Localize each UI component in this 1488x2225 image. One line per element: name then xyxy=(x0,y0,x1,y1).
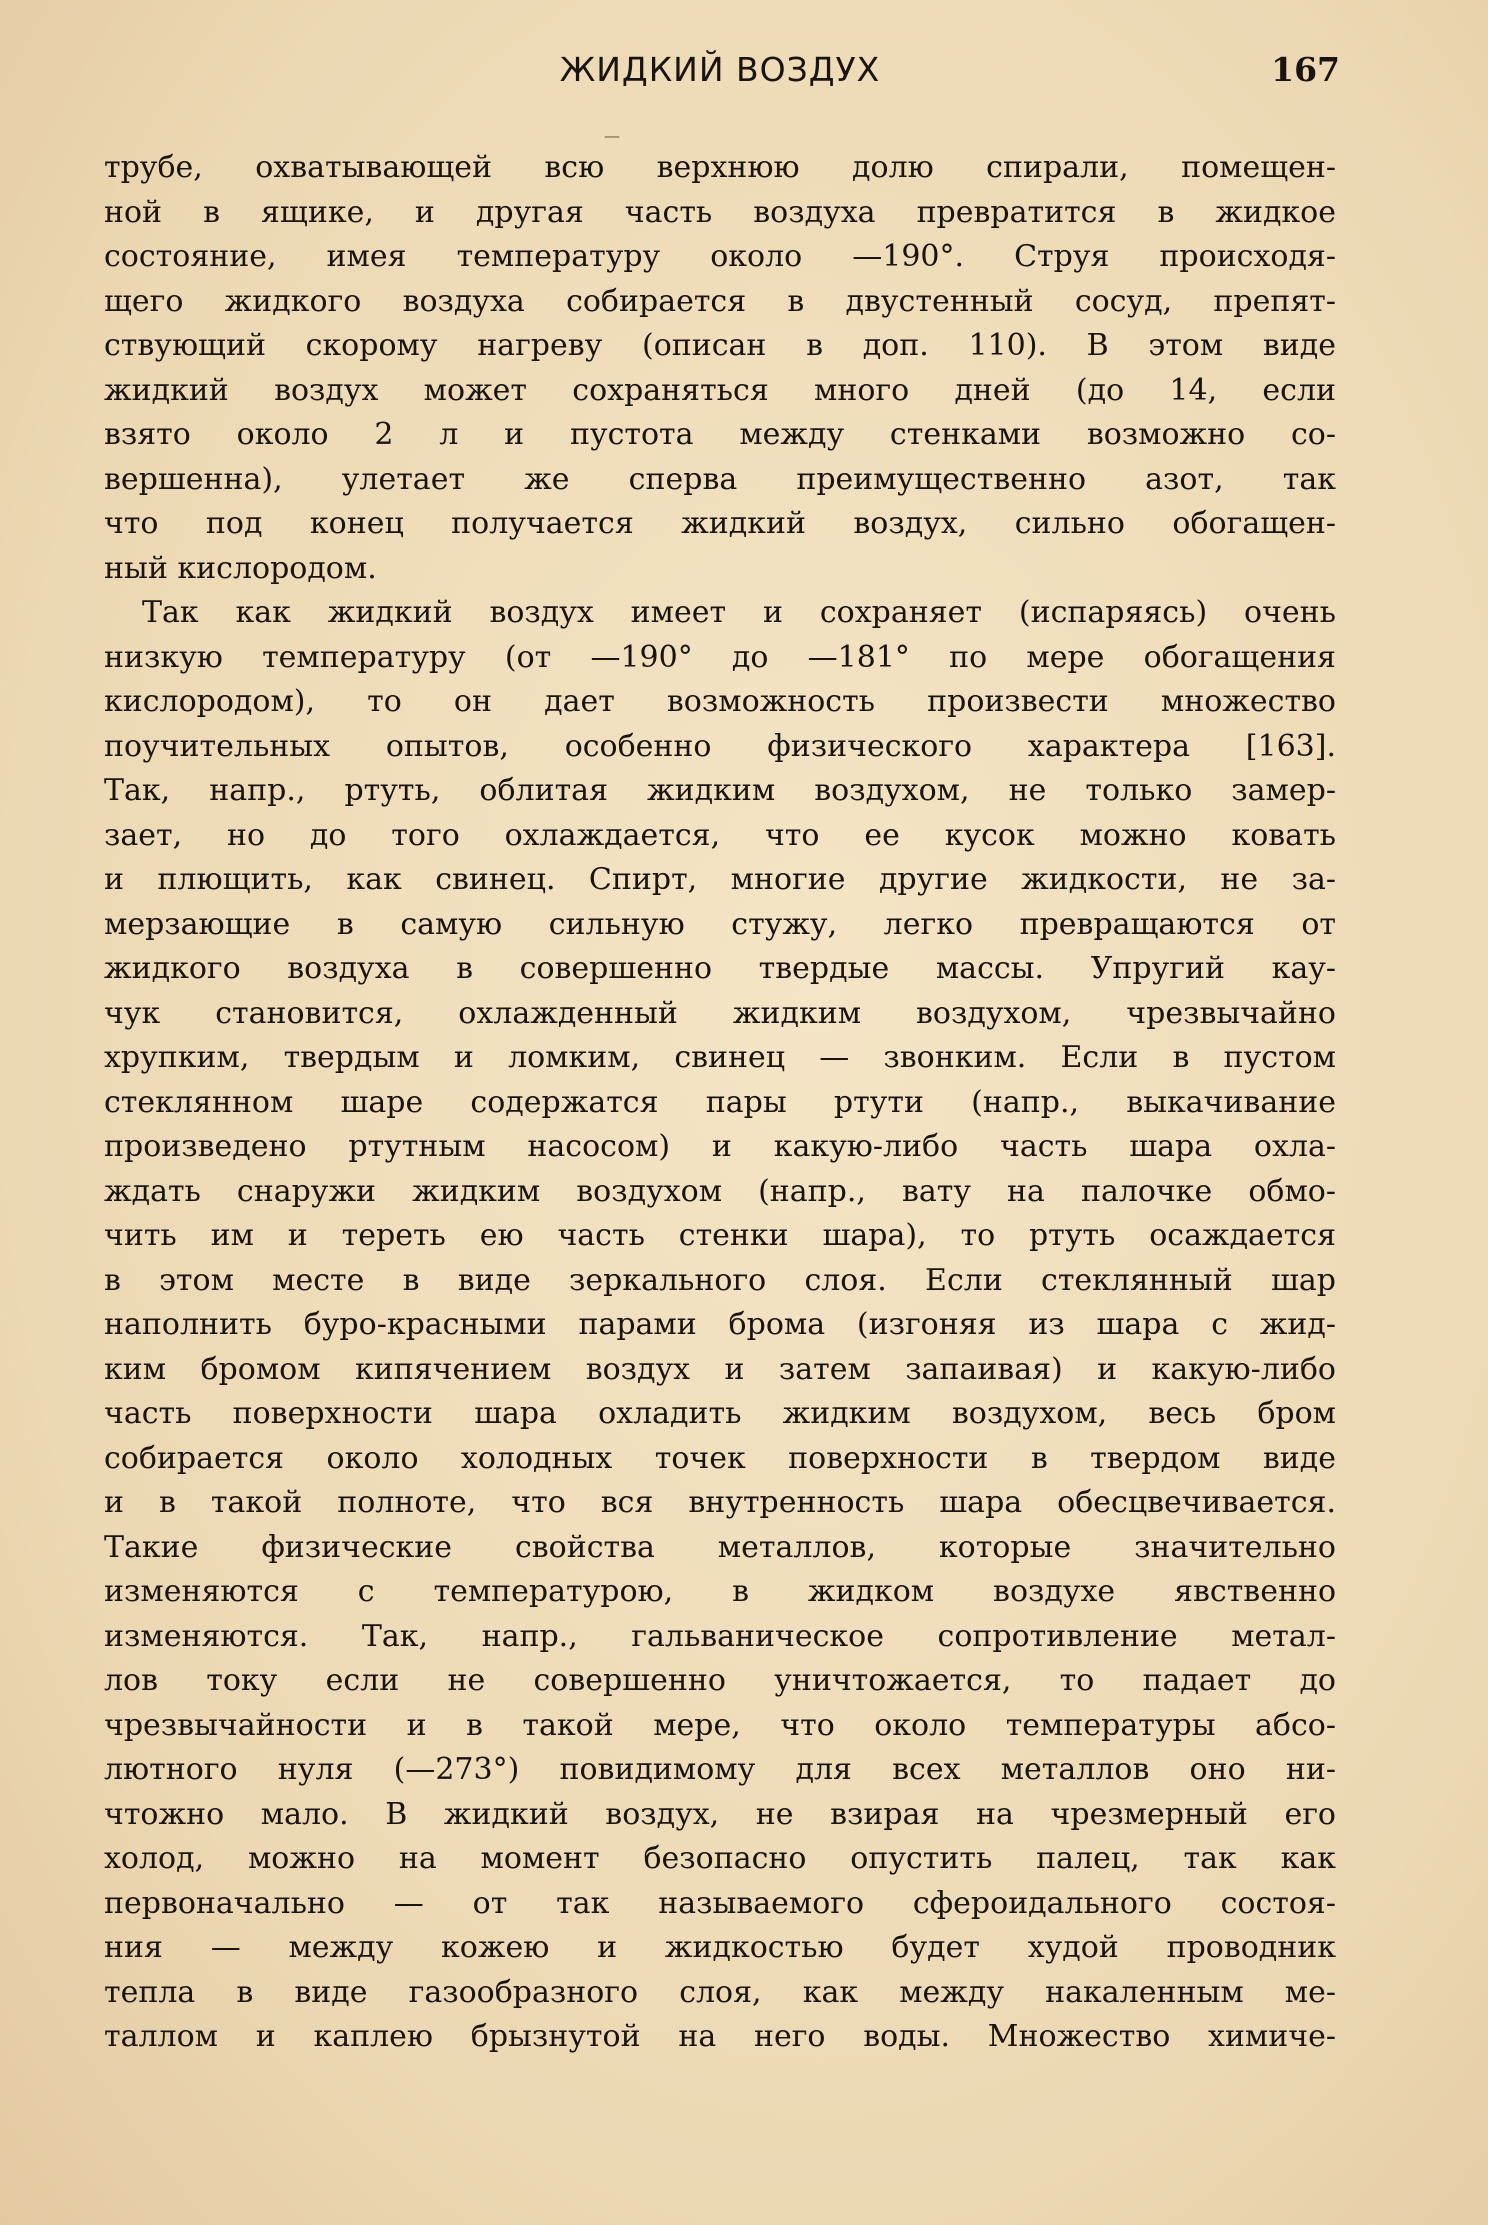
text-line: тепла в виде газообразного слоя, как между накаленным ме- xyxy=(104,1974,1336,2010)
text-line: стеклянном шаре содержатся пары ртути (напр., выкачивание xyxy=(104,1084,1336,1120)
text-line: жидкого воздуха в совершенно твердые массы. Упругий кау- xyxy=(104,951,1336,986)
page-mark: — xyxy=(604,126,620,145)
text-line: что под конец получается жидкий воздух, сильно обогащен- xyxy=(104,506,1336,541)
text-line: чук становится, охлажденный жидким воздухом, чрезвычайно xyxy=(104,995,1336,1031)
text-line: ствующий скорому нагреву (описан в доп. 110). В этом виде xyxy=(104,328,1336,363)
text-line: чить им и тереть ею часть стенки шара), то ртуть осаждается xyxy=(104,1218,1336,1253)
text-line: ждать снаружи жидким воздухом (напр., вату на палочке обмо- xyxy=(104,1173,1336,1209)
text-line: хрупким, твердым и ломким, свинец — звонким. Если в пустом xyxy=(104,1040,1336,1075)
text-line: холод, можно на момент безопасно опустить палец, так как xyxy=(104,1841,1336,1876)
text-line: Так как жидкий воздух имеет и сохраняет (испаряясь) очень xyxy=(142,595,1336,630)
text-line: мерзающие в самую сильную стужу, легко превращаются от xyxy=(104,906,1336,942)
text-line: лов току если не совершенно уничтожается, то падает до xyxy=(104,1663,1336,1698)
text-line: взято около 2 л и пустота между стенками возможно со- xyxy=(104,417,1336,452)
text-line: произведено ртутным насосом) и какую-либо часть шара охла- xyxy=(104,1129,1336,1164)
text-line: часть поверхности шара охладить жидким воздухом, весь бром xyxy=(104,1396,1336,1431)
text-line: вершенна), улетает же сперва преимущественно азот, так xyxy=(104,461,1336,497)
text-line: изменяются с температурою, в жидком воздухе явственно xyxy=(104,1574,1336,1609)
text-line: и в такой полноте, что вся внутренность шара обесцвечивается. xyxy=(104,1485,1336,1520)
text-line: ким бромом кипячением воздух и затем запаивая) и какую-либо xyxy=(104,1351,1336,1387)
text-line: низкую температуру (от —190° до —181° по мере обогащения xyxy=(104,639,1336,675)
text-line: состояние, имея температуру около —190°. Струя происходя- xyxy=(104,239,1336,274)
body-text xyxy=(104,146,1336,2060)
text-line: трубе, охватывающей всю верхнюю долю спирали, помещен- xyxy=(104,150,1336,185)
text-line: лютного нуля (—273°) повидимому для всех металлов оно ни- xyxy=(104,1752,1336,1787)
text-line: поучительных опытов, особенно физического характера [163]. xyxy=(104,728,1336,764)
text-line: Такие физические свойства металлов, которые значительно xyxy=(104,1529,1336,1565)
text-line: щего жидкого воздуха собирается в двустенный сосуд, препят- xyxy=(104,283,1336,319)
running-header xyxy=(100,50,1340,100)
text-line: чтожно мало. В жидкий воздух, не взирая на чрезмерный его xyxy=(104,1796,1336,1832)
text-line: чрезвычайности и в такой мере, что около температуры абсо- xyxy=(104,1707,1336,1743)
text-line: в этом месте в виде зеркального слоя. Если стеклянный шар xyxy=(104,1262,1336,1298)
text-line: наполнить буро-красными парами брома (изгоняя из шара с жид- xyxy=(104,1307,1336,1342)
text-line: ный кислородом. xyxy=(104,550,377,586)
page-number: 167 xyxy=(1271,50,1340,89)
text-line: ния — между кожею и жидкостью будет худой проводник xyxy=(104,1930,1336,1965)
text-line: изменяются. Так, напр., гальваническое сопротивление метал- xyxy=(104,1618,1336,1654)
text-line: кислородом), то он дает возможность произвести множество xyxy=(104,684,1336,719)
text-line: и плющить, как свинец. Спирт, многие другие жидкости, не за- xyxy=(104,862,1336,897)
text-line: ной в ящике, и другая часть воздуха превратится в жидкое xyxy=(104,194,1336,230)
text-line: таллом и каплею брызнутой на него воды. Множество химиче- xyxy=(104,2019,1336,2054)
text-line: жидкий воздух может сохраняться много дней (до 14, если xyxy=(104,372,1336,408)
paragraph-1 xyxy=(104,146,1336,591)
text-line: зает, но до того охлаждается, что ее кусок можно ковать xyxy=(104,817,1336,853)
running-title: ЖИДКИЙ ВОЗДУХ xyxy=(559,50,881,89)
paragraph-2 xyxy=(104,591,1336,2060)
text-line: собирается около холодных точек поверхности в твердом виде xyxy=(104,1440,1336,1476)
text-line: Так, напр., ртуть, облитая жидким воздухом, не только замер- xyxy=(104,773,1336,808)
text-line: первоначально — от так называемого сфероидального состоя- xyxy=(104,1885,1336,1921)
